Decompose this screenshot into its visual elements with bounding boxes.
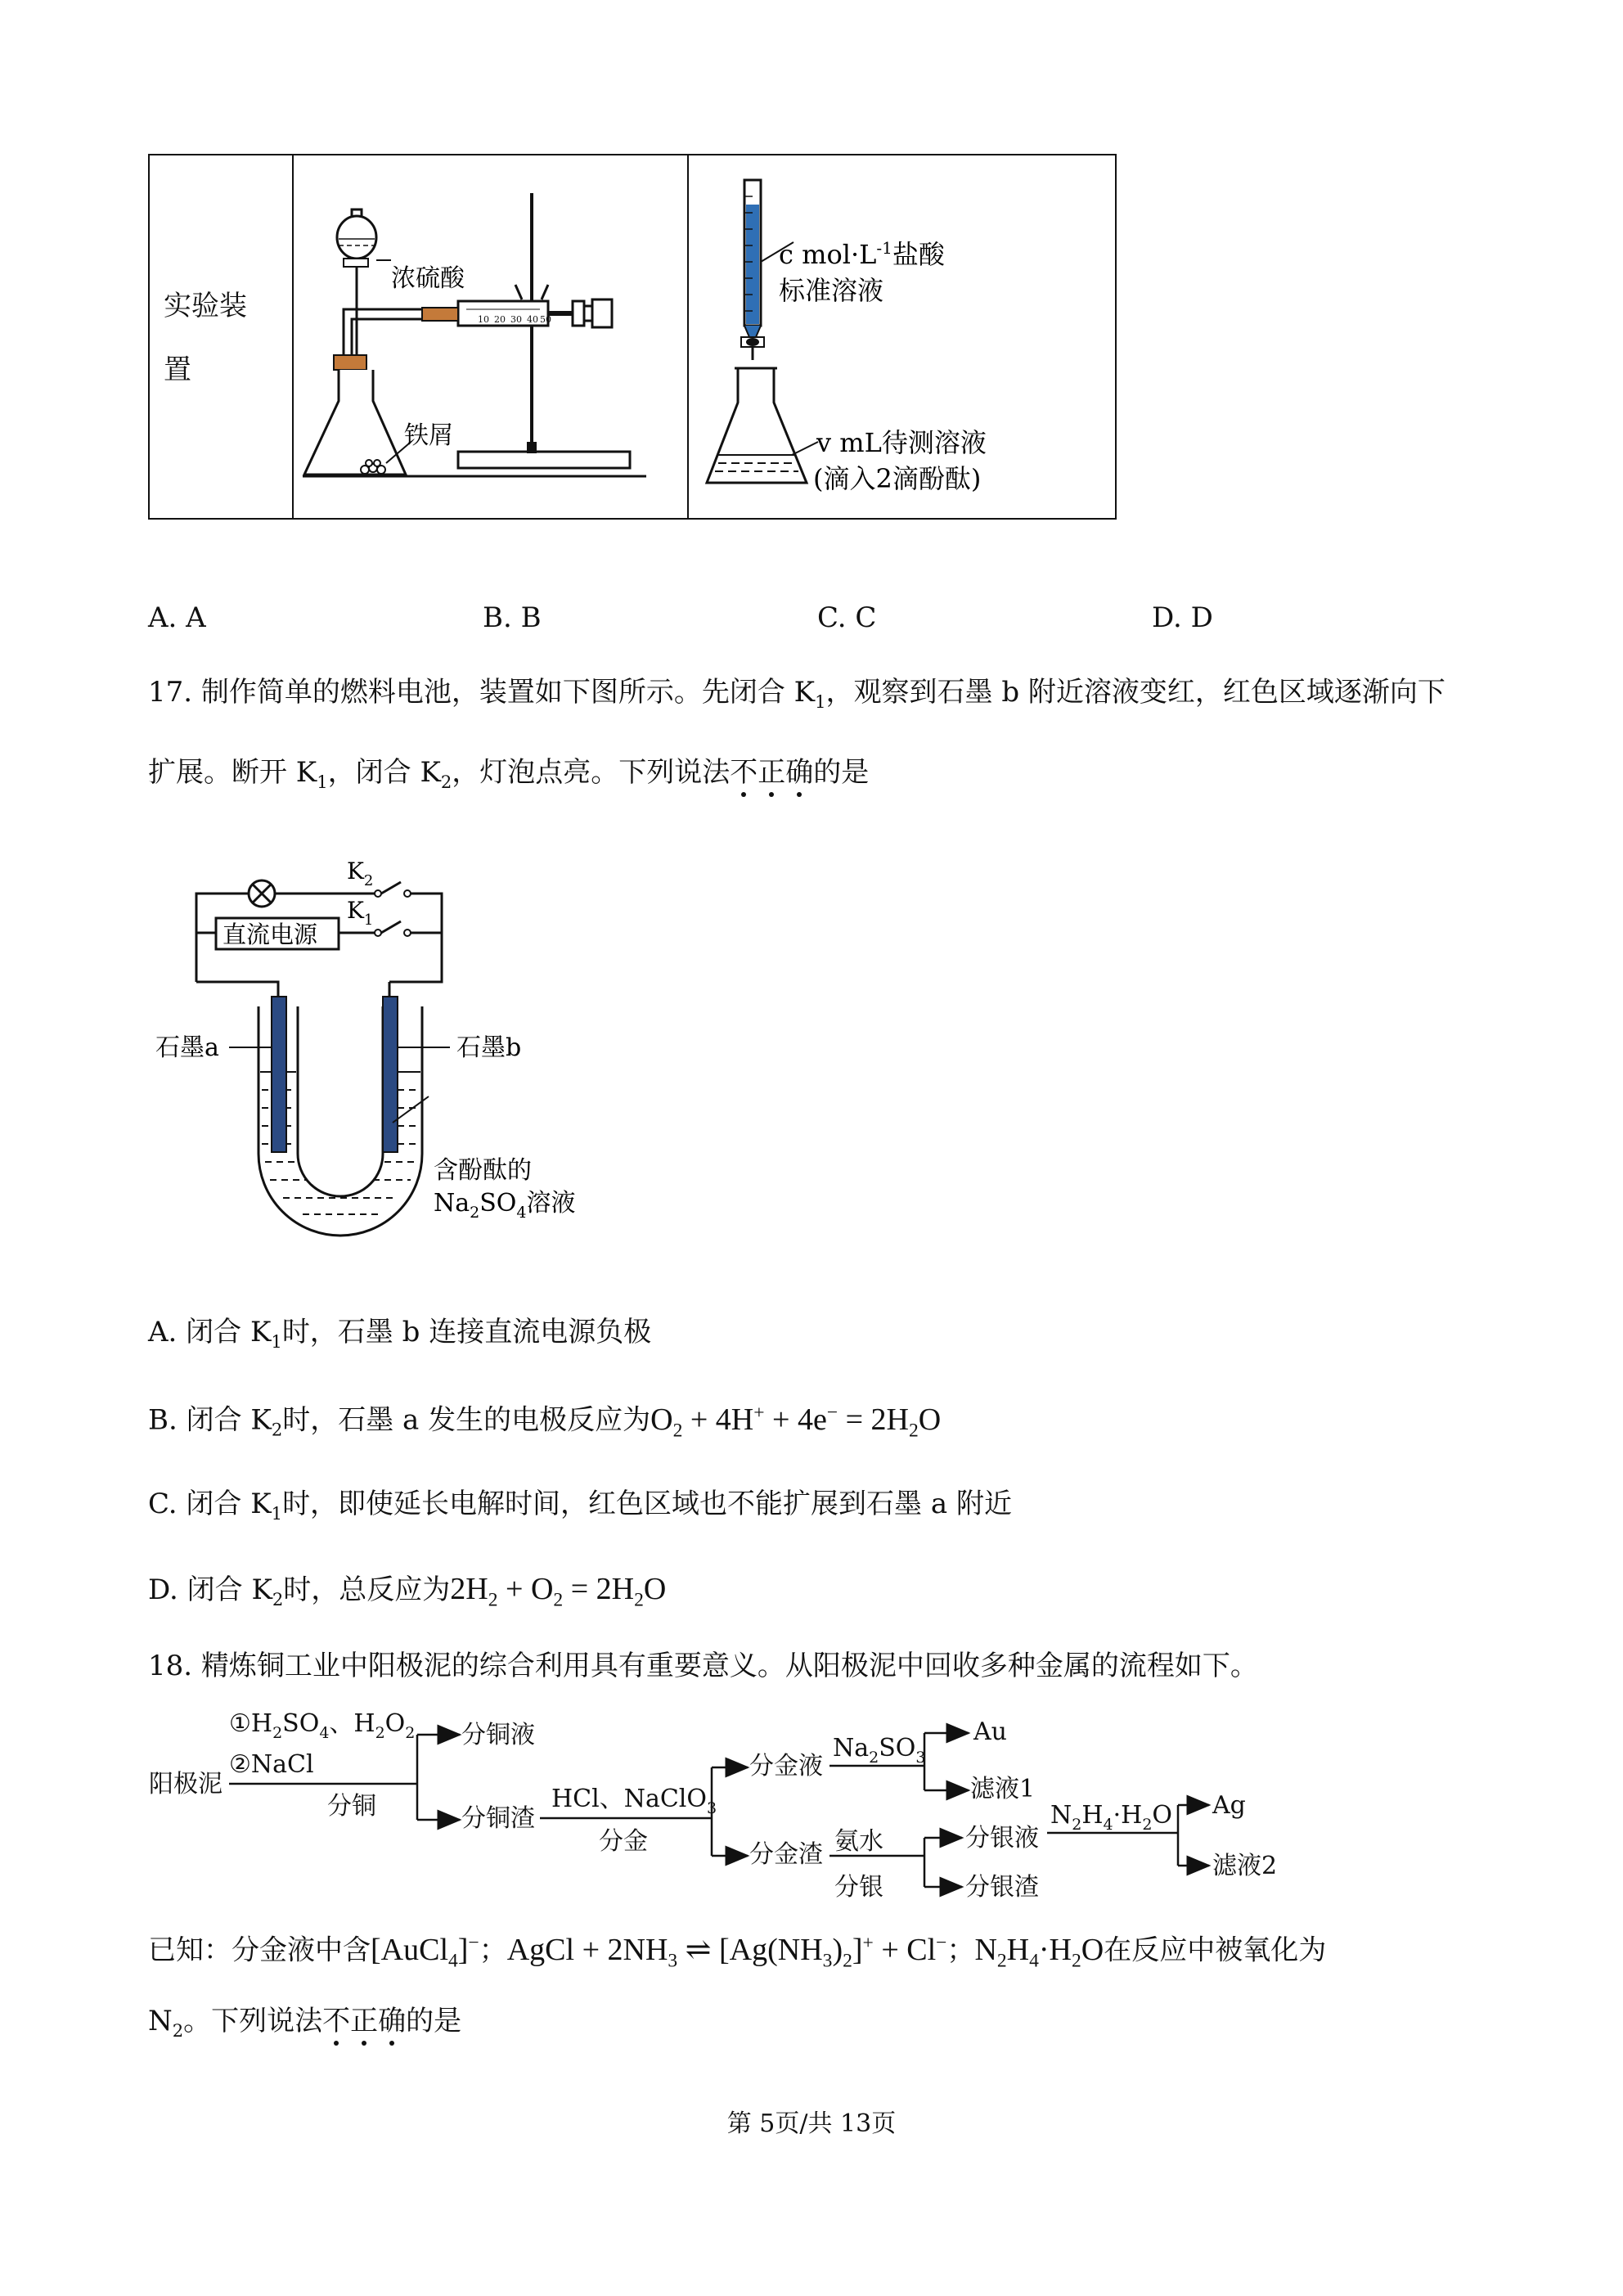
aucl4-ion: [AuCl$_4$]−: [371, 1932, 479, 1972]
apparatus-titration: [695, 164, 1104, 507]
solution-label-line1: 含酚酞的: [434, 1156, 532, 1185]
q18-flowchart: [147, 1702, 1333, 1915]
flow-au: Au: [973, 1717, 1007, 1746]
flow-start: 阳极泥: [149, 1770, 223, 1799]
sample-label-line2: (滴入2滴酚酞): [813, 463, 982, 494]
flow-step-fenjin: 分金: [599, 1827, 648, 1856]
sample-label-line1: v mL待测溶液: [816, 427, 987, 458]
flow-step-fentong: 分铜: [327, 1792, 376, 1821]
graphite-a-electrode: [272, 997, 286, 1152]
acid-label: 浓硫酸: [391, 264, 465, 293]
syringe-tick-20: 20: [494, 314, 506, 325]
q17-option-d-equation: $2H_2 + O_2 = 2H_2O$: [450, 1572, 667, 1611]
switch-k2: [381, 882, 401, 894]
flow-reagent1a: $①H_2SO_4$、$H_2O_2$: [229, 1709, 416, 1742]
option-c[interactable]: C. C: [817, 601, 877, 634]
hydrazine-formula: $N_2H_4\cdot H_2O$: [974, 1932, 1104, 1972]
syringe-tick-40: 40: [527, 314, 538, 325]
row-label-line1: 实验装: [164, 290, 247, 322]
hcl-label-line2: 标准溶液: [779, 275, 884, 306]
dc-power-label: 直流电源: [223, 921, 318, 948]
syringe-tick-10: 10: [478, 314, 489, 325]
ag-ammonia-equilibrium: AgCl + $2NH_3$ ⇌ $[Ag(NH_3)_2]^+ + Cl^-$: [506, 1932, 947, 1972]
q17-line1: 17. 制作简单的燃料电池，装置如下图所示。先闭合 $K_1$，观察到石墨 b 附近溶液变红，红色区域逐渐向下: [148, 676, 1445, 712]
flow-au-liquid: 分金液: [749, 1752, 823, 1781]
flow-reagent2: HCl、NaClO$_3$: [551, 1785, 717, 1817]
k1-label: $K_1$: [347, 897, 374, 929]
apparatus-fe-h2so4: [294, 164, 695, 507]
flow-au-residue: 分金渣: [749, 1840, 823, 1869]
hcl-label-line1: c $mol\cdot L^{-1}$盐酸: [779, 238, 945, 270]
q17-option-d[interactable]: D. 闭合 $K_2$时，总反应为$2H_2 + O_2 = 2H_2O$: [148, 1572, 667, 1611]
flow-cu-liquid: 分铜液: [461, 1721, 535, 1749]
graphite-b-label: 石墨b: [456, 1033, 522, 1062]
flow-ag: Ag: [1212, 1791, 1246, 1820]
option-a[interactable]: A. A: [148, 601, 206, 634]
iron-label: 铁屑: [404, 421, 453, 450]
funnel-bulb: [337, 216, 376, 259]
flow-filtrate1: 滤液1: [970, 1775, 1036, 1803]
flow-ag-liquid: 分银液: [965, 1824, 1039, 1853]
flow-reagent5: $N_2H_4\cdot H_2O$: [1050, 1801, 1173, 1834]
flow-ag-residue: 分银渣: [965, 1873, 1039, 1902]
flow-reagent1b: ②NaCl: [229, 1750, 314, 1779]
q18-line1: 18. 精炼铜工业中阳极泥的综合利用具有重要意义。从阳极泥中回收多种金属的流程如下。: [148, 1650, 1258, 1682]
syringe-tick-50: 50: [540, 314, 551, 325]
syringe-tick-30: 30: [510, 314, 522, 325]
solution-label-line2: $Na_2SO_4$溶液: [434, 1189, 576, 1222]
q17-line2: 扩展。断开 $K_1$，闭合 $K_2$，灯泡点亮。下列说法不正确的是: [148, 756, 870, 792]
flask-stopper: [334, 355, 366, 370]
q17-option-b[interactable]: B. 闭合 $K_2$时，石墨 a 发生的电极反应为$O_2 + 4H^+ + 4e^- = 2H_2O$: [148, 1402, 942, 1442]
q18-known-line: 已知：分金液中含[AuCl$_4$]−；AgCl + $2NH_3$ ⇌ $[Ag(NH_3)_2]^+ + Cl^-$；$N_2H_4\cdot H_2O$在反应中被氧化为: [148, 1932, 1327, 1972]
graphite-a-label: 石墨a: [155, 1033, 219, 1062]
graphite-b-electrode: [383, 997, 398, 1152]
option-d[interactable]: D. D: [1152, 601, 1213, 634]
row-label-line2: 置: [164, 353, 191, 386]
q17-option-b-equation: $O_2 + 4H^+ + 4e^- = 2H_2O$: [650, 1402, 942, 1442]
flow-step-fenyin: 分银: [834, 1873, 883, 1902]
page-footer: 第 5页/共 13页: [726, 2109, 897, 2138]
stand-base: [458, 452, 630, 468]
switch-k1: [381, 921, 401, 933]
flow-filtrate2: 滤液2: [1212, 1852, 1278, 1880]
q17-option-c[interactable]: C. 闭合 $K_1$时，即使延长电解时间，红色区域也不能扩展到石墨 a 附近: [148, 1488, 1012, 1524]
k2-label: $K_2$: [347, 858, 374, 889]
titration-flask: [707, 368, 807, 483]
fuel-cell-diagram: [147, 851, 605, 1268]
option-b[interactable]: B. B: [483, 601, 542, 634]
rubber-tube: [422, 308, 458, 321]
flow-cu-residue: 分铜渣: [461, 1804, 535, 1833]
flow-reagent3: $Na_2SO_3$: [833, 1734, 926, 1767]
flow-reagent4: 氨水: [834, 1827, 883, 1856]
q18-question-line: $N_2$。下列说法不正确的是: [148, 2005, 462, 2041]
q17-option-a[interactable]: A. 闭合 $K_1$时，石墨 b 连接直流电源负极: [148, 1316, 652, 1352]
